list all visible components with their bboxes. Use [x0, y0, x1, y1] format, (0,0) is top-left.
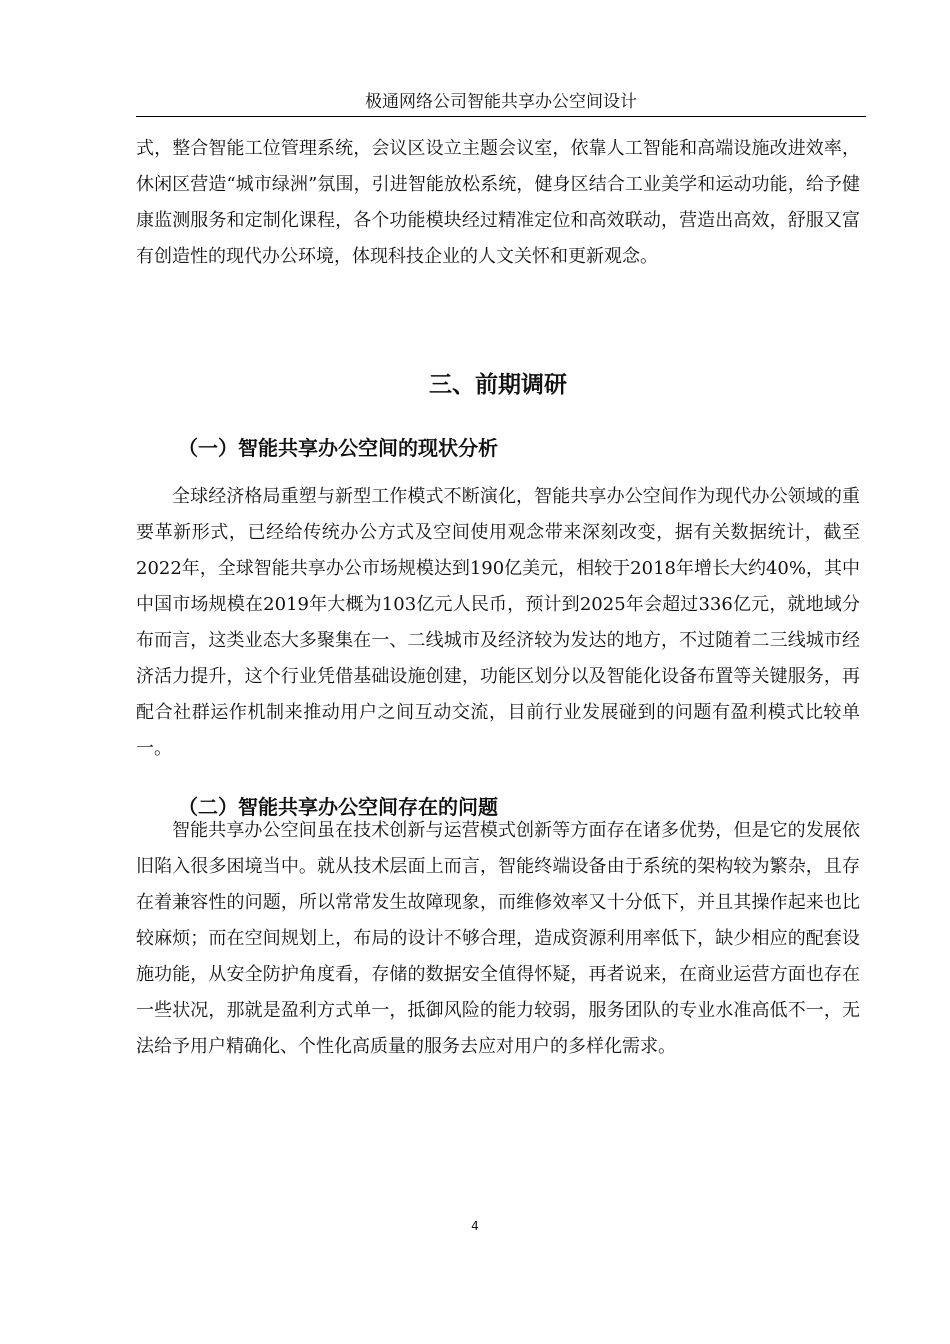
- page-number: 4: [471, 1219, 479, 1233]
- running-header: 极通网络公司智能共享办公空间设计: [365, 92, 637, 112]
- subsection-1-paragraph: 全球经济格局重塑与新型工作模式不断演化，智能共享办公空间作为现代办公领域的重要革新形式，已经给传统办公方式及空间使用观念带来深刻改变，据有关数据统计，截至2022年，全球智能共享办公市场规模达到190亿美元，相较于2018年增长大约40%，其中中国市场规模在2019年大概为103亿元人民币，预计到2025年会超过336亿元，就地域分布而言，这类业态大多聚集在一、二线城市及经济较为发达的地方，不过随着二三线城市经济活力提升，这个行业凭借基础设施创建，功能区划分以及智能化设备布置等关键服务，再配合社群运作机制来推动用户之间互动交流，目前行业发展碰到的问题有盈利模式比较单一。: [136, 486, 860, 759]
- header-rule: [136, 116, 866, 117]
- subsection-2-title: （二）智能共享办公空间存在的问题: [178, 795, 498, 819]
- subsection-2-paragraph: 智能共享办公空间虽在技术创新与运营模式创新等方面存在诸多优势，但是它的发展依旧陷入很多困境当中。就从技术层面上而言，智能终端设备由于系统的架构较为繁杂，且存在着兼容性的问题，所以常常发生故障现象，而维修效率又十分低下，并且其操作起来也比较麻烦；而在空间规划上，布局的设计不够合理，造成资源利用率低下，缺少相应的配套设施功能，从安全防护角度看，存储的数据安全值得怀疑，再者说来，在商业运营方面也存在一些状况，那就是盈利方式单一，抵御风险的能力较弱，服务团队的专业水准高低不一，无法给予用户精确化、个性化高质量的服务去应对用户的多样化需求。: [136, 820, 860, 1057]
- continuation-paragraph: 式，整合智能工位管理系统，会议区设立主题会议室，依靠人工智能和高端设施改进效率，休闲区营造“城市绿洲”氛围，引进智能放松系统，健身区结合工业美学和运动功能，给予健康监测服务和定制化课程，各个功能模块经过精准定位和高效联动，营造出高效，舒服又富有创造性的现代办公环境，体现科技企业的人文关怀和更新观念。: [136, 138, 860, 267]
- subsection-1-title: （一）智能共享办公空间的现状分析: [178, 436, 498, 460]
- section-title: 三、前期调研: [429, 372, 567, 398]
